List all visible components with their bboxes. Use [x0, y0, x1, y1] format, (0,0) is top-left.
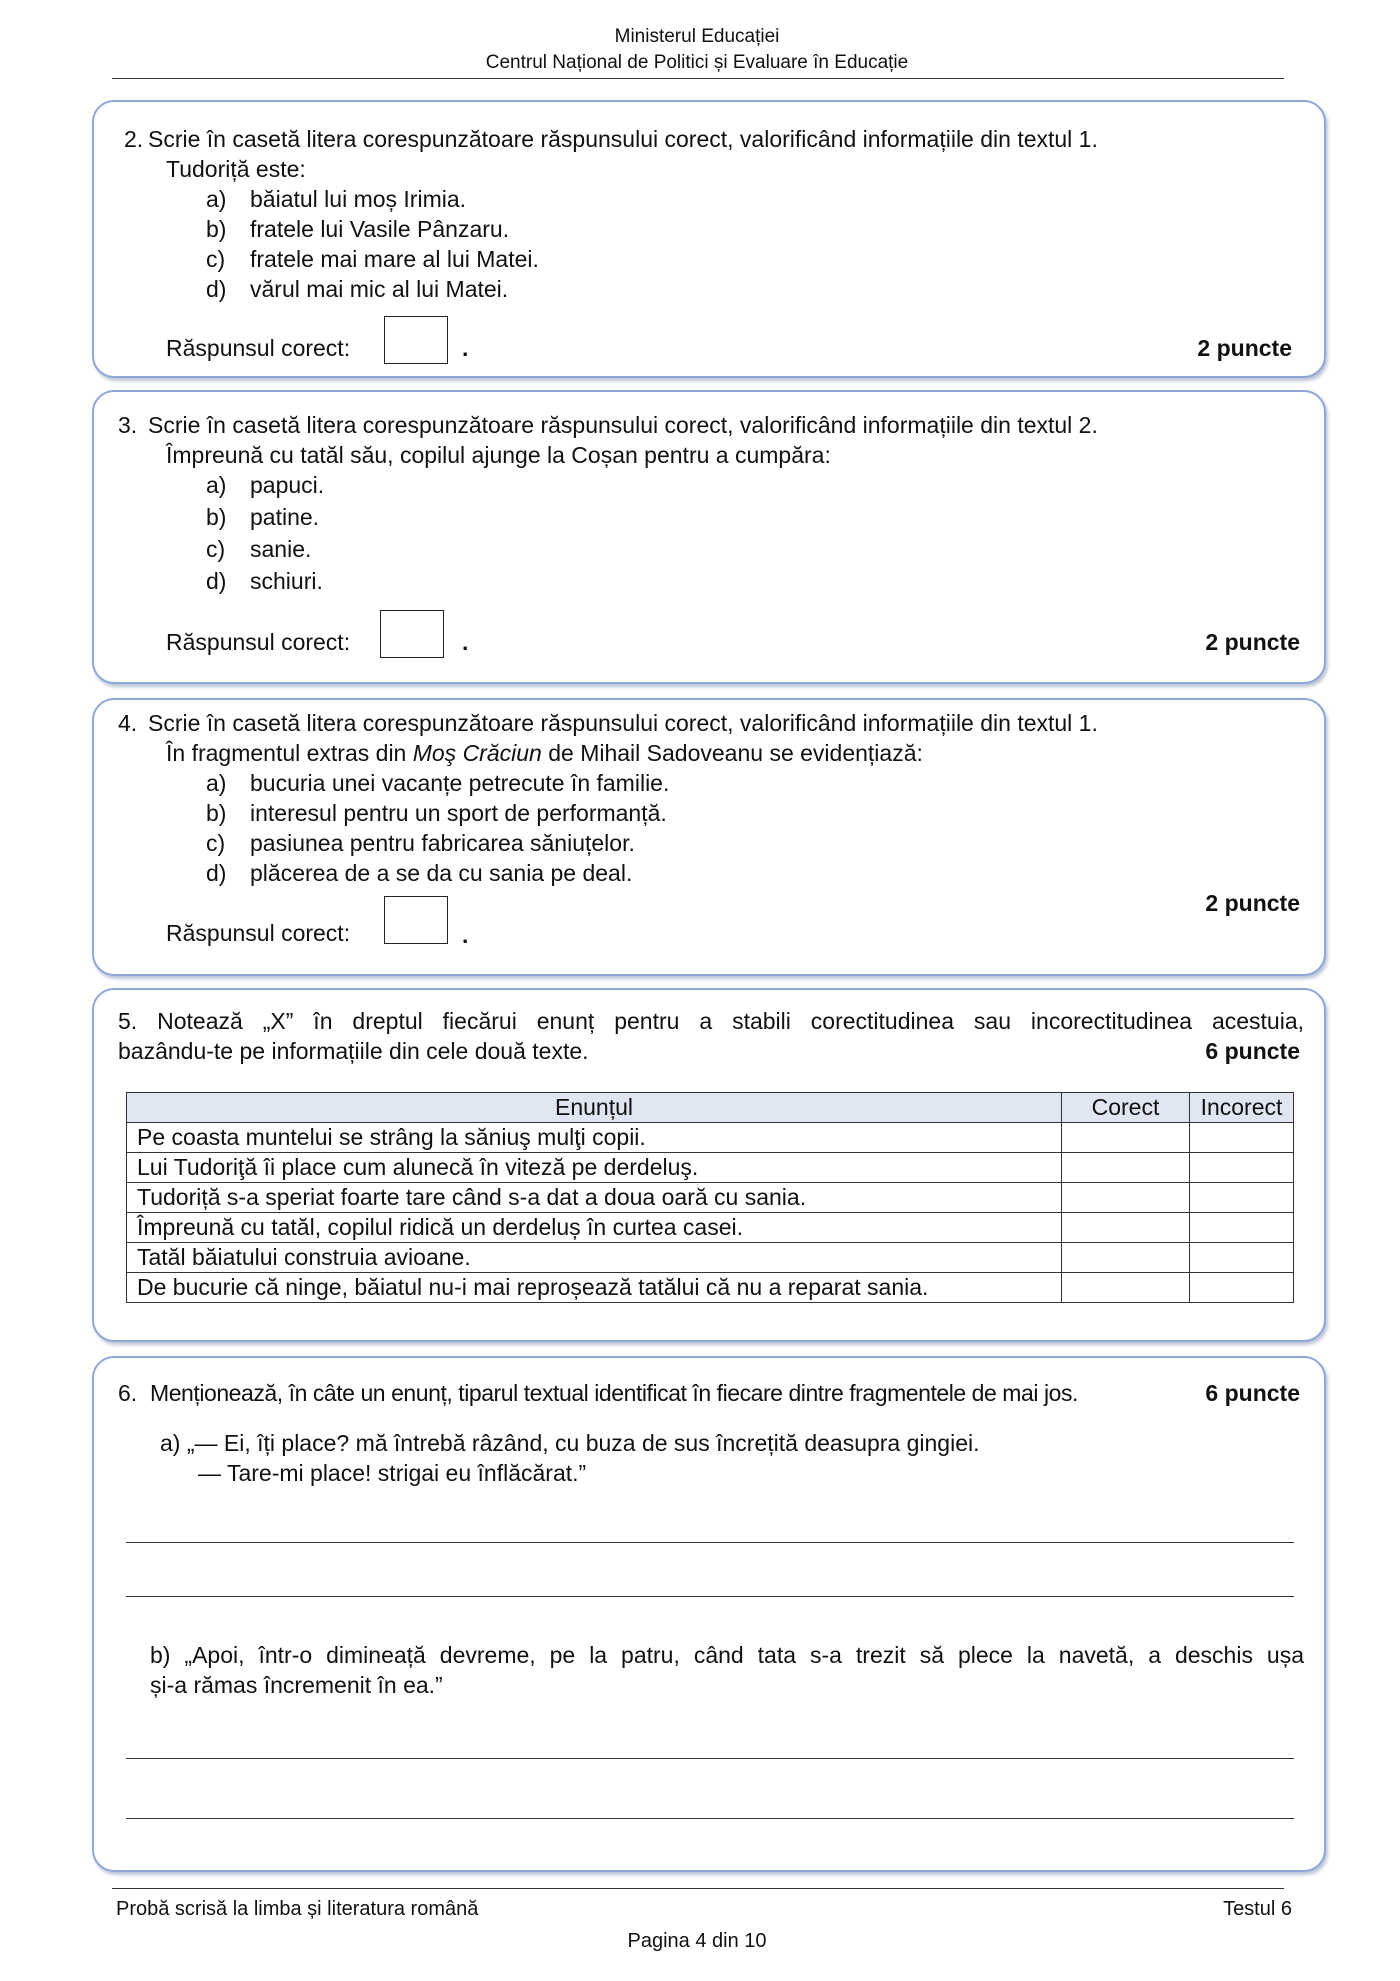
header-center: Centrul Național de Politici și Evaluare în Educație [485, 52, 909, 73]
answer-line-b1[interactable] [126, 1758, 1294, 1759]
statement-text: Împreună cu tatăl, copilul ridică un derdeluș în curtea casei. [127, 1213, 1062, 1243]
q4-stem-title: Moş Crăciun [412, 740, 542, 766]
question-2-instruction: Scrie în casetă litera corespunzătoare răspunsului corect, valorificând informațiile din textul 1. [148, 126, 1098, 152]
question-2-dot: . [462, 335, 469, 361]
q4-stem-post: de Mihail Sadoveanu se evidențiază: [541, 740, 923, 766]
fragment-b-line1: b) „Apoi, într-o dimineață devreme, pe la patru, când tata s-a trezit să plece la navetă, a deschis ușa [150, 1642, 1304, 1668]
table-row [127, 1183, 1294, 1213]
q4-option-a-text: bucuria unei vacanțe petrecute în familie. [250, 770, 670, 796]
question-6-instruction: Menționează, în câte un enunț, tiparul textual identificat în fiecare dintre fragmentele de mai jos. [150, 1380, 1078, 1406]
question-3-answer-box[interactable] [380, 610, 444, 658]
footer-subject: Probă scrisă la limba și literatura română [116, 1898, 479, 1920]
question-5-points: 6 puncte [1205, 1038, 1300, 1064]
q2-option-d-letter: d) [206, 276, 227, 302]
question-2-points: 2 puncte [1197, 335, 1292, 361]
question-2-answer-box[interactable] [384, 316, 448, 364]
q2-option-b-letter: b) [206, 216, 227, 242]
question-4-dot: . [462, 922, 469, 948]
q2-option-c-text: fratele mai mare al lui Matei. [250, 246, 539, 272]
question-4-instruction: Scrie în casetă litera corespunzătoare răspunsului corect, valorificând informațiile din textul 1. [148, 710, 1098, 736]
statements-table-header [127, 1093, 1294, 1123]
q2-option-b-text: fratele lui Vasile Pânzaru. [250, 216, 510, 242]
correct-cell[interactable] [1062, 1183, 1190, 1213]
question-3-dot: . [462, 629, 469, 655]
q2-option-c-letter: c) [206, 246, 226, 272]
question-5-instruction-line2: bazându-te pe informațiile din cele două texte. [118, 1038, 589, 1064]
header-statement: Enunțul [127, 1093, 1062, 1123]
question-3-points: 2 puncte [1205, 629, 1300, 655]
q4-option-a-letter: a) [206, 770, 227, 796]
table-row [127, 1243, 1294, 1273]
q3-option-b-letter: b) [206, 504, 227, 530]
question-2-answer-label: Răspunsul corect: [166, 335, 351, 361]
correct-cell[interactable] [1062, 1273, 1190, 1303]
q4-option-c-letter: c) [206, 830, 226, 856]
answer-line-a2[interactable] [126, 1596, 1294, 1597]
question-4-stem [166, 738, 923, 768]
q4-stem-pre: În fragmentul extras din [166, 740, 413, 766]
question-3-instruction: Scrie în casetă litera corespunzătoare răspunsului corect, valorificând informațiile din textul 2. [148, 412, 1098, 438]
question-5-number: 5. [118, 1008, 138, 1034]
q3-option-b-text: patine. [250, 504, 320, 530]
question-5-instruction-text: Notează „X” în dreptul fiecărui enunț pentru a stabili corectitudinea sau incorectitudinea acestuia, [157, 1008, 1305, 1034]
statement-text: Lui Tudoriţă îi place cum alunecă în viteză pe derdeluş. [127, 1153, 1062, 1183]
table-row [127, 1123, 1294, 1153]
footer-page-number: Pagina 4 din 10 [627, 1930, 767, 1952]
question-4-answer-box[interactable] [384, 896, 448, 944]
q4-option-c-text: pasiunea pentru fabricarea săniuțelor. [250, 830, 635, 856]
question-4-number: 4. [118, 710, 138, 736]
statements-table [126, 1092, 1294, 1303]
question-3-stem: Împreună cu tatăl său, copilul ajunge la Coșan pentru a cumpăra: [166, 442, 831, 468]
page-header [112, 24, 1282, 76]
q3-option-a-text: papuci. [250, 472, 325, 498]
correct-cell[interactable] [1062, 1123, 1190, 1153]
answer-line-b2[interactable] [126, 1818, 1294, 1819]
header-correct: Corect [1062, 1093, 1190, 1123]
header-ministry: Ministerul Educației [614, 26, 780, 47]
correct-cell[interactable] [1062, 1243, 1190, 1273]
incorrect-cell[interactable] [1190, 1273, 1294, 1303]
incorrect-cell[interactable] [1190, 1183, 1294, 1213]
table-row [127, 1273, 1294, 1303]
answer-line-a1[interactable] [126, 1542, 1294, 1543]
question-5-instruction-line1 [118, 1006, 1304, 1036]
q2-option-d-text: vărul mai mic al lui Matei. [250, 276, 509, 302]
q3-option-d-text: schiuri. [250, 568, 323, 594]
footer-divider [112, 1888, 1284, 1889]
q4-option-b-text: interesul pentru un sport de performanță. [250, 800, 667, 826]
incorrect-cell[interactable] [1190, 1153, 1294, 1183]
q3-option-a-letter: a) [206, 472, 227, 498]
q2-option-a-text: băiatul lui moș Irimia. [250, 186, 467, 212]
q4-option-d-letter: d) [206, 860, 227, 886]
statement-text: Tudoriță s-a speriat foarte tare când s-a dat a doua oară cu sania. [127, 1183, 1062, 1213]
correct-cell[interactable] [1062, 1153, 1190, 1183]
correct-cell[interactable] [1062, 1213, 1190, 1243]
q4-option-b-letter: b) [206, 800, 227, 826]
question-2-number: 2. [124, 126, 144, 152]
question-4-answer-label: Răspunsul corect: [166, 920, 351, 946]
question-6-points: 6 puncte [1205, 1380, 1300, 1406]
q3-option-d-letter: d) [206, 568, 227, 594]
incorrect-cell[interactable] [1190, 1243, 1294, 1273]
header-incorrect: Incorect [1190, 1093, 1294, 1123]
fragment-a-line2: — Tare-mi place! strigai eu înflăcărat.” [198, 1460, 587, 1486]
question-3-number: 3. [118, 412, 138, 438]
incorrect-cell[interactable] [1190, 1213, 1294, 1243]
table-row [127, 1153, 1294, 1183]
fragment-a-line1: a) „— Ei, îți place? mă întrebă râzând, cu buza de sus încrețită deasupra gingiei. [160, 1430, 980, 1456]
q3-option-c-text: sanie. [250, 536, 312, 562]
statement-text: Tatăl băiatului construia avioane. [127, 1243, 1062, 1273]
table-row [127, 1213, 1294, 1243]
question-4-points: 2 puncte [1205, 890, 1300, 916]
q4-option-d-text: plăcerea de a se da cu sania pe deal. [250, 860, 633, 886]
header-divider [112, 78, 1284, 79]
statement-text: Pe coasta muntelui se strâng la săniuş mulţi copii. [127, 1123, 1062, 1153]
q2-option-a-letter: a) [206, 186, 227, 212]
fragment-b-line2: și-a rămas încremenit în ea.” [150, 1672, 443, 1698]
question-3-answer-label: Răspunsul corect: [166, 629, 351, 655]
q3-option-c-letter: c) [206, 536, 226, 562]
question-6-number: 6. [118, 1380, 138, 1406]
statement-text: De bucurie că ninge, băiatul nu-i mai reproșează tatălui că nu a reparat sania. [127, 1273, 1062, 1303]
footer-test-number: Testul 6 [1223, 1898, 1292, 1920]
question-2-stem: Tudoriță este: [166, 156, 306, 182]
incorrect-cell[interactable] [1190, 1123, 1294, 1153]
